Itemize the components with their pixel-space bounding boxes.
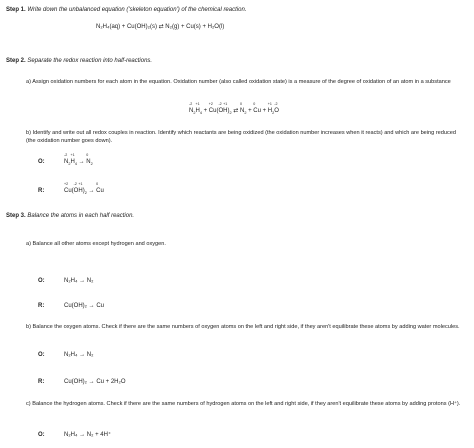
step3-c-text: c) Balance the hydrogen atoms. Check if there are the same numbers of hydrogen atoms on the left and right side, if they aren't equilibrate these atoms by adding protons (H⁺). [26, 401, 461, 407]
step3-heading [6, 213, 134, 219]
step3-a-text: a) Balance all other atoms except hydrogen and oxygen. [26, 241, 166, 247]
step3-b-r-label: R: [38, 379, 45, 385]
step1-heading [6, 7, 246, 13]
step2-heading [6, 58, 152, 64]
step2-text: Separate the redox reaction into half-reactions. [27, 58, 153, 64]
step1-text: Write down the unbalanced equation ('skeleton equation') of the chemical reaction. [27, 7, 247, 13]
step3-b-o-equation: N₂H₄ → N₂ [64, 352, 94, 358]
step3-b-r-equation: Cu(OH)₂ → Cu + 2H₂O [64, 379, 126, 385]
step3-b-o-label: O: [38, 352, 45, 358]
step3-c-o-label: O: [38, 432, 45, 438]
step2-o-equation: N -2 $_2$H +1 $_4$ → N 0 $_2$ [64, 153, 93, 167]
step3-label: Step 3. [6, 213, 26, 219]
step3-a-o-label: O: [38, 278, 45, 284]
step3-c-o-equation: N₂H₄ → N₂ + 4H⁺ [64, 432, 112, 438]
step3-a-r-equation: Cu(OH)₂ → Cu [64, 303, 104, 309]
step3-text: Balance the atoms in each half reaction. [27, 213, 135, 219]
step2-ox-equation: N -2 $_2$H +1 $_4$ + Cu +2 (O -2 H +1 )$_2$ ⇄ N 0 $_2$ + Cu 0 + H +1 $_2$O -2 [189, 102, 279, 116]
step3-a-r-label: R: [38, 303, 45, 309]
step1-label: Step 1. [6, 7, 26, 13]
step1-equation: N₂H₄(aq) + Cu(OH)₂(s) ⇄ N₂(g) + Cu(s) + H₂O(l) [96, 24, 225, 30]
step2-o-label: O: [38, 159, 45, 165]
step2-b-text: b) Identify and write out all redox couples in reaction. Identify which reactants are being oxidized (the oxidation number increases when it reacts) and which are being reduced (the oxidation number goes down). [26, 130, 457, 144]
step2-r-equation: Cu +2 (O -2 H +1 )$_2 \to Cu$ 0 [64, 182, 104, 196]
step2-label: Step 2. [6, 58, 26, 64]
step3-b-text: b) Balance the oxygen atoms. Check if there are the same numbers of oxygen atoms on the left and right side, if they aren't equilibrate these atoms by adding water molecules. [26, 324, 460, 330]
step2-a-text: a) Assign oxidation numbers for each atom in the equation. Oxidation number (also called oxidation state) is a measure of the degree of oxidation of an atom in a substance [26, 79, 451, 85]
step2-r-label: R: [38, 188, 45, 194]
step3-a-o-equation: N₂H₄ → N₂ [64, 278, 94, 284]
